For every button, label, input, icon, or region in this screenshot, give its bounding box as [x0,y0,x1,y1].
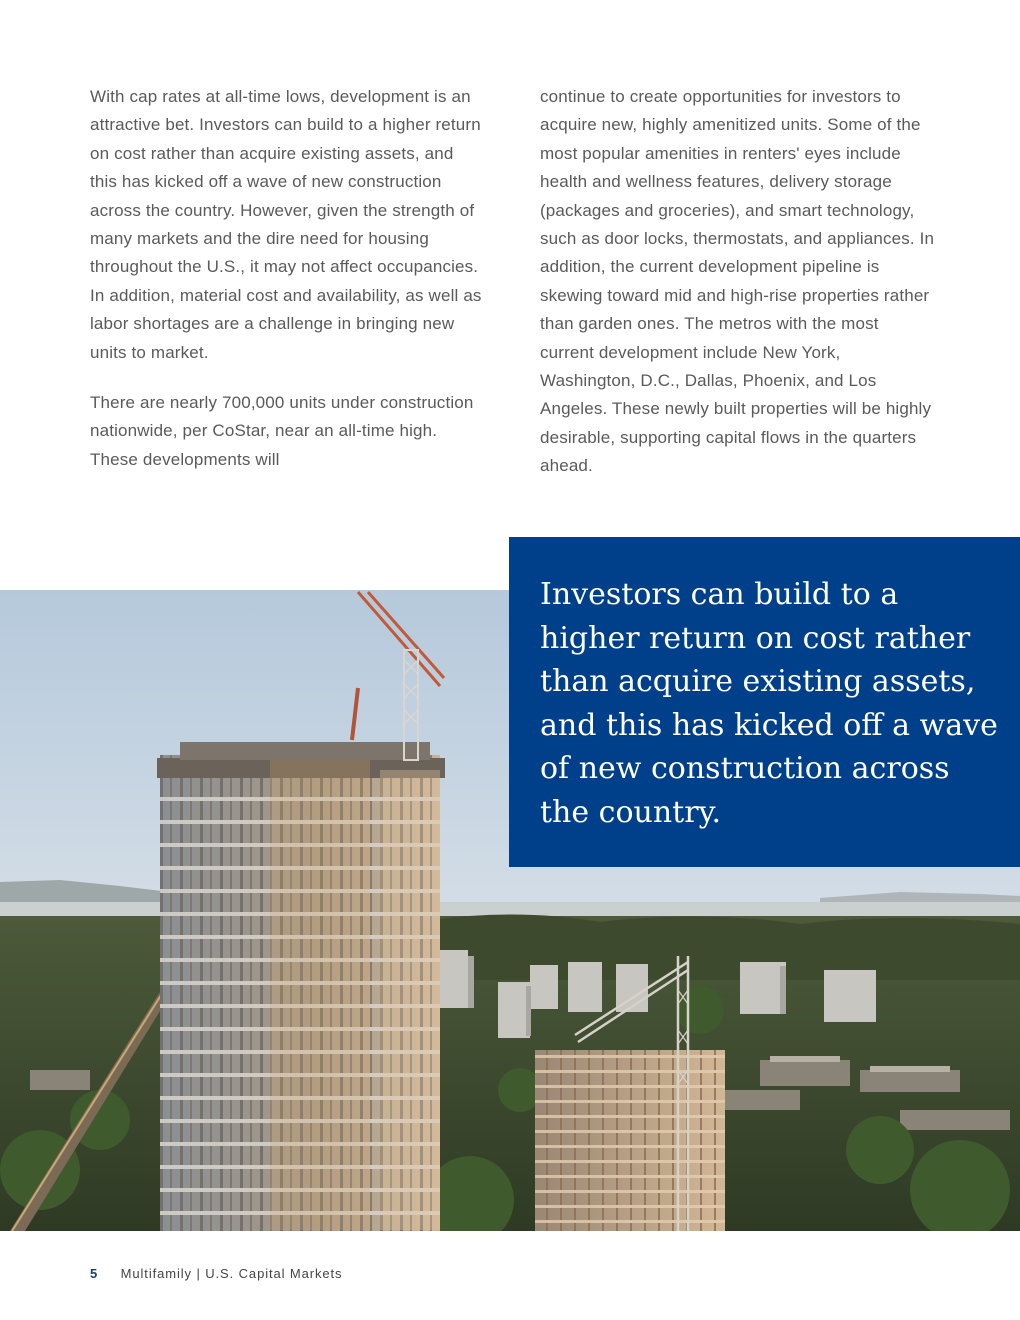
pull-quote-box [509,537,1020,867]
paragraph-amenities: continue to create opportunities for investors to acquire new, highly amenitized units. Some of the most popular amenities in renters' eyes include health and wellness features, delivery storage (packages and groceries), and smart technology, such as door locks, thermostats, and appliances. In addition, the current development pipeline is skewing toward mid and high-rise properties rather than garden ones. The metros with the most current development include New York, Washington, D.C., Dallas, Phoenix, and Los Angeles. These newly built properties will be highly desirable, supporting capital flows in the quarters ahead. [540,87,935,476]
paragraph-cap-rates: With cap rates at all-time lows, development is an attractive bet. Investors can build to a higher return on cost rather than acquire existing assets, and this has kicked off a wave of new construction across the country. However, given the strength of many markets and the dire need for housing throughout the U.S., it may not affect occupancies. In addition, material cost and availability, as well as labor shortages are a challenge in bringing new units to market. [90,87,482,362]
page-number: 5 [90,1266,99,1281]
publication-title: Multifamily | U.S. Capital Markets [120,1266,343,1281]
pull-quote-text: Investors can build to a higher return on cost rather than acquire existing assets, and this has kicked off a wave of new construction across the country. [540,577,998,830]
body-column-left [90,83,485,496]
paragraph-units-under-construction: There are nearly 700,000 units under construction nationwide, per CoStar, near an all-time high. These developments will [90,393,474,469]
page-footer [90,1266,342,1281]
body-column-right [540,83,935,503]
